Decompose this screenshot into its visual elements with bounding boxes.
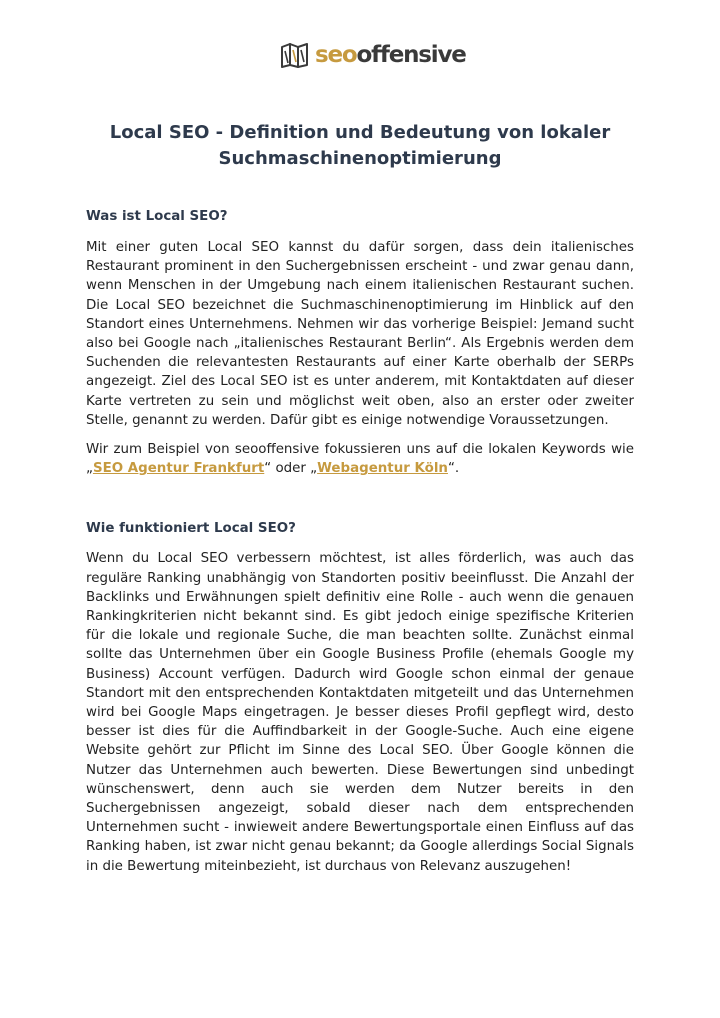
link-webagentur-koeln[interactable]: Webagentur Köln [317,461,448,477]
seooffensive-logo-mark-icon [280,41,312,69]
section2-paragraph-1: Wenn du Local SEO verbessern möchtest, ist alles förderlich, was auch das reguläre Ranking unabhängig von Standorten positiv beeinflusst. Die Anzahl der Backlinks und Erwähnungen spielt definitiv eine Rolle - auch wenn die genauen Rankingkriterien nicht bekannt sind. Es gibt jedoch einige spezifische Kriterien für die lokale und regionale Suche, die man beachten sollte. Zunächst einmal sollte das Unternehmen über ein Google Business Profile (ehemals Google my Business) Account verfügen. Dadurch wird Google schon einmal der genaue Standort mit den entsprechenden Kontaktdaten mitgeteilt und das Unternehmen wird bei Google Maps eingetragen. Je besser dieses Profil gepflegt wird, desto besser ist dies für die Auffindbarkeit in der Google-Suche. Auch eine eigene Website gehört zur Pflicht im Sinne des Local SEO. Über Google können die Nutzer das Unternehmen auch bewerten. Diese Bewertungen sind unbedingt wünschenswert, denn auch sie werden dem Nutzer bereits in den Suchergebnissen angezeigt, sobald dieser nach dem entsprechenden Unternehmen sucht - inwieweit andere Bewertungsportale einen Einfluss auf das Ranking haben, ist zwar nicht genau bekannt; da Google allerdings Social Signals in die Bewertung miteinbezieht, ist durchaus von Relevanz auszugehen! [86,551,634,874]
paragraph-text-after-link: “. [447,461,460,477]
section-heading-was-ist: Was ist Local SEO? [86,209,228,224]
brand-name [315,41,466,69]
brand-name-seo: seo [315,42,357,68]
brand-name-offensive: offensive [356,42,466,68]
page-title [60,120,660,172]
section1-paragraph-2 [86,440,634,478]
brand-logo[interactable] [280,40,466,70]
link-seo-agentur-frankfurt[interactable]: SEO Agentur Frankfurt [92,461,265,477]
page-title-line-1: Local SEO - Definition und Bedeutung von lokaler [109,122,611,143]
paragraph-text-between-links: “ oder „ [264,461,318,477]
paragraph-text-before-link: Wir zum Beispiel von seooffensive fokussieren uns auf die lokalen Keywords wie „ [86,442,634,477]
section-heading-wie-funktioniert: Wie funktioniert Local SEO? [86,521,296,537]
article-content [86,207,634,876]
section1-paragraph-1: Mit einer guten Local SEO kannst du dafür sorgen, dass dein italienisches Restaurant prominent in den Suchergebnissen erscheint - und zwar genau dann, wenn Menschen in der Umgebung nach einem italienischen Restaurant suchen. Die Local SEO bezeichnet die Suchmaschinenoptimierung im Hinblick auf den Standort eines Unternehmens. Nehmen wir das vorherige Beispiel: Jemand sucht also bei Google nach „italienisches Restaurant Berlin“. Als Ergebnis werden dem Suchenden die relevantesten Restaurants auf einer Karte oberhalb der SERPs angezeigt. Ziel des Local SEO ist es unter anderem, mit Kontaktdaten auf dieser Karte vertreten zu sein und möglichst weit oben, also an erster oder zweiter Stelle, genannt zu werden. Dafür gibt es einige notwendige Voraussetzungen. [86,240,634,428]
page-title-line-2: Suchmaschinenoptimierung [218,148,502,169]
